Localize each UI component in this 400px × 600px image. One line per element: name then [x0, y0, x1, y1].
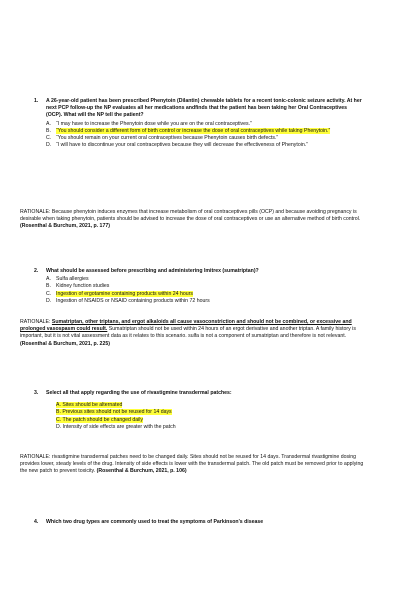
option-d: D. “I will have to discontinue your oral contraceptives because they will decrease the effectiveness of Phenytoin.”	[46, 142, 308, 149]
highlighted-answer: A. Sites should be alternated	[56, 402, 123, 409]
question-text: What should be assessed before prescribing and administering Imitrex (sumatriptan)?	[46, 268, 259, 274]
option-d: D. Ingestion of NSAIDS or NSAID containing products within 72 hours	[46, 297, 210, 304]
option-a: A. “I may have to increase the Phenytoin dose while you are on the oral contraceptives.”	[46, 120, 252, 127]
option-b	[46, 409, 364, 416]
rationale-citation: (Rosenthal & Burchum, 2021, p. 225)	[20, 340, 110, 347]
option-b: B. “You should consider a different form of birth control or increase the dose of oral contraceptives while taking Phenytoin.”	[46, 127, 331, 134]
question-text: Which two drug types are commonly used to treat the symptoms of Parkinson’s disease	[46, 519, 264, 525]
rationale-text: Because phenytoin induces enzymes that increase metabolism of oral contraceptives pills (OCP) and because avoiding pregnancy is desirable when taking phenytoin, patients should be advised to increase the dose of oral contraceptives or use an alternative method of birth control.	[20, 209, 361, 223]
rationale-citation: (Rosenthal & Burchum, 2021, p. 106)	[96, 468, 187, 475]
question-number: 4.	[34, 519, 39, 525]
rationale-1	[20, 209, 370, 231]
question-2	[34, 268, 364, 305]
rationale-citation: (Rosenthal & Burchum, 2021, p. 177)	[20, 223, 110, 230]
option-b: B. Kidney function studies	[46, 283, 110, 290]
rationale-3	[20, 454, 370, 476]
question-text: Select all that apply regarding the use of rivastigmine transdermal patches:	[46, 390, 232, 396]
rationale-label: RATIONALE:	[20, 319, 51, 325]
rationale-text: rivastigmine transdermal patches need to be changed daily. Sites should not be reused for 14 days. Transdermal rivastigmine dosing provides lower, steady levels of the drug. Intensity of side effects is lower with the transdermal patch. The old patch must be removed prior to applying the new patch to prevent toxicity.	[20, 454, 364, 475]
question-number: 2.	[34, 268, 39, 274]
question-1	[34, 98, 364, 149]
highlighted-answer: “You should consider a different form of birth control or increase the dose of oral contraceptives while taking Phenytoin.”	[56, 127, 331, 134]
highlighted-answer: C. The patch should be changed daily	[56, 416, 144, 423]
question-text: A 26-year-old patient has been prescribed Phenytoin (Dilantin) chewable tablets for a recent tonic-colonic seizure activity. At her next PCP follow-up the NP evaluates all her medications andfinds that the patient has been taking her Oral Contraceptives (OCP). What will the NP tell the patient?	[46, 98, 362, 119]
question-number: 1.	[34, 98, 39, 104]
rationale-label: RATIONALE:	[20, 454, 51, 460]
question-3	[34, 390, 364, 431]
option-c: C. Ingestion of ergotamine containing products within 24 hours	[46, 290, 193, 297]
rationale-text: Sumatriptan should not be used within 24 hours of an ergot derivative and another triptan. A family history is important, but it is not vital assessment data as it relates to this scenario. sulfa is not a component of sumatriptan and therefore is not relevant.	[20, 326, 356, 340]
highlighted-answer: B. Previous sites should not be reused for 14 days	[56, 409, 172, 416]
rationale-label: RATIONALE:	[20, 209, 51, 215]
option-a: A. Sulfa allergies	[46, 276, 89, 283]
question-4	[34, 519, 364, 526]
answer-options	[46, 276, 364, 305]
rationale-2	[20, 319, 370, 348]
option-d: D. Intensity of side effects are greater with the patch	[56, 423, 176, 430]
answer-options	[46, 402, 364, 431]
option-c: C. “You should remain on your current oral contraceptives because Phenytoin causes birth defects.”	[46, 135, 279, 142]
rationale-key-point: Sumatriptan, other triptans, and ergot alkaloids all cause vasoconstriction and should not be combined, or excessive and prolonged vasospasm could result.	[20, 319, 352, 333]
option-a	[46, 402, 364, 409]
highlighted-answer: Ingestion of ergotamine containing products within 24 hours	[56, 290, 193, 297]
question-number: 3.	[34, 390, 39, 396]
answer-options	[46, 121, 364, 150]
option-c	[46, 417, 364, 424]
